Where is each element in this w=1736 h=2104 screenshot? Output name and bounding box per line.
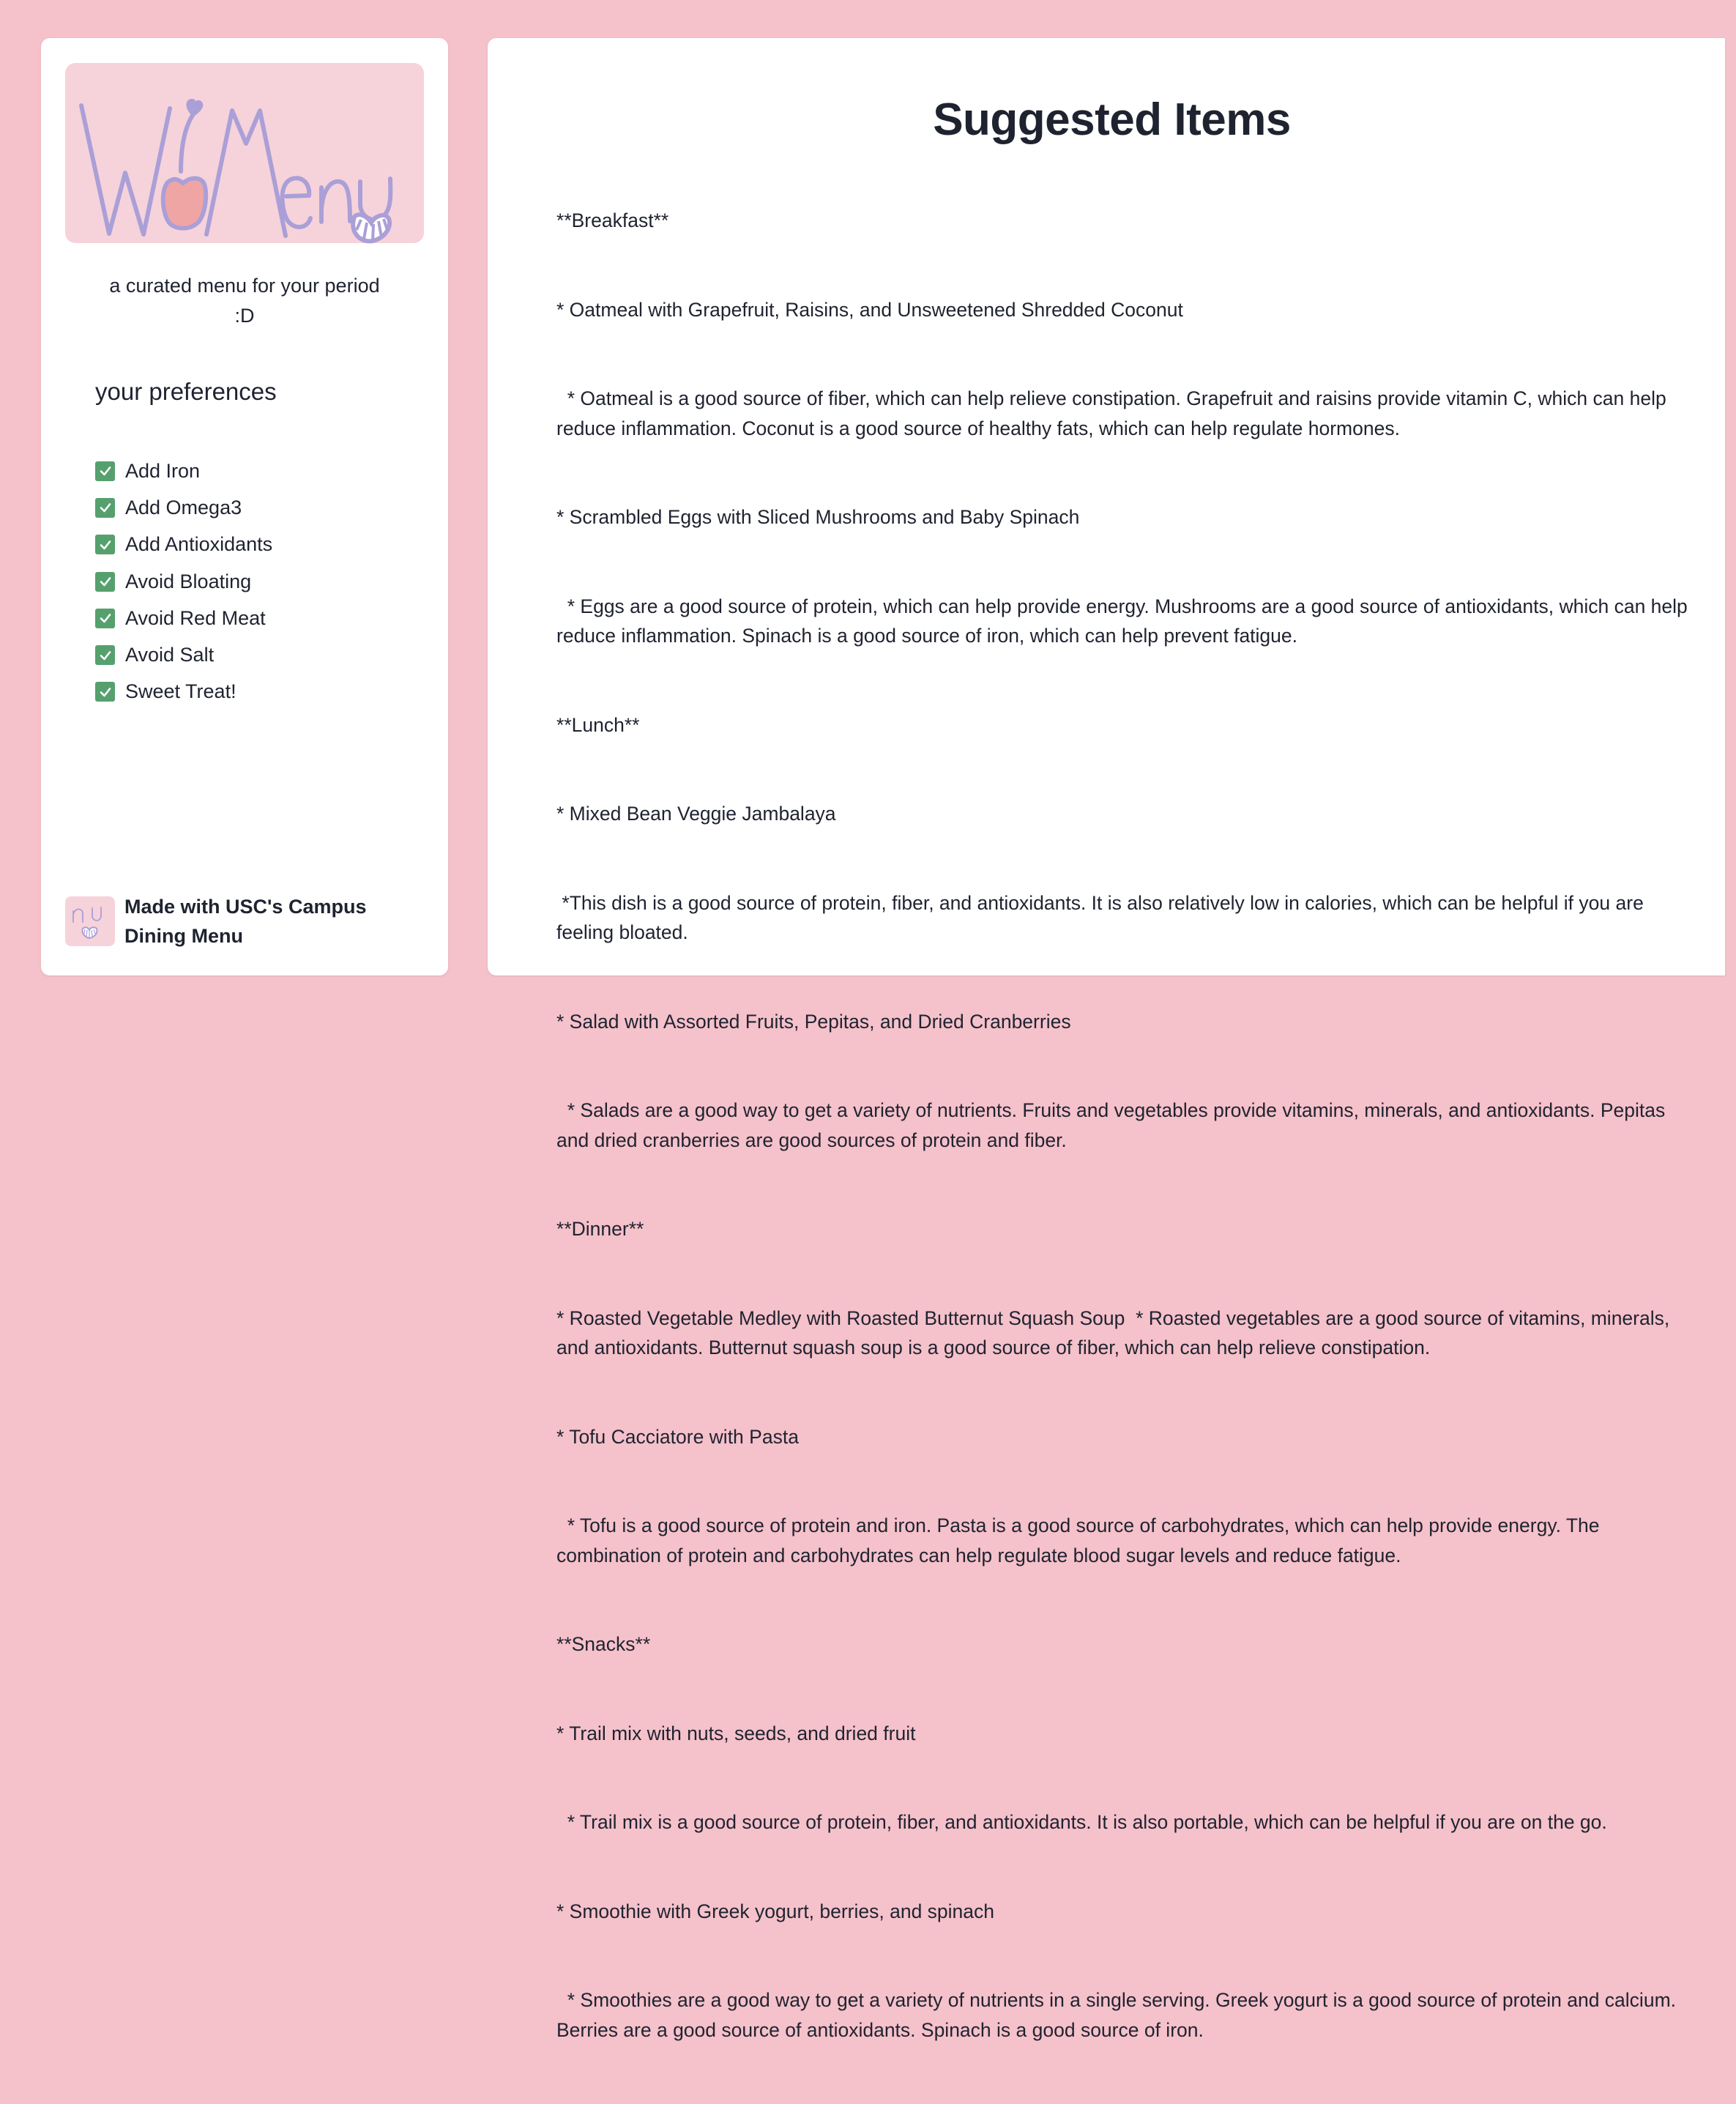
menu-item-description: * Eggs are a good source of protein, which can help provide energy. Mushrooms are a good source of antioxidants, which can help reduce inflammation. Spinach is a good source of iron, which can help prevent fatigue. (556, 595, 1694, 647)
checkbox-checked[interactable] (95, 535, 115, 554)
suggested-items-content (556, 146, 1699, 2104)
section-heading-lunch: **Lunch** (556, 713, 640, 736)
checkmark-icon (98, 538, 113, 552)
preferences-list (95, 461, 272, 719)
womenu-mini-logo-icon (65, 896, 115, 946)
section-heading-snacks: **Snacks** (556, 1633, 651, 1655)
preference-label: Sweet Treat! (125, 680, 236, 703)
menu-item: * Scrambled Eggs with Sliced Mushrooms and Baby Spinach (556, 506, 1080, 528)
menu-item: * Salad with Assorted Fruits, Pepitas, and Dried Cranberries (556, 1010, 1071, 1033)
app-tagline (41, 271, 448, 331)
checkbox-checked[interactable] (95, 572, 115, 592)
womenu-logo-icon (65, 63, 424, 243)
checkbox-checked[interactable] (95, 682, 115, 702)
suggested-items-panel (488, 38, 1725, 2041)
menu-item: * Oatmeal with Grapefruit, Raisins, and Unsweetened Shredded Coconut (556, 298, 1183, 321)
menu-item-description: * Trail mix is a good source of protein, fiber, and antioxidants. It is also portable, which can be helpful if you are on the go. (556, 1811, 1607, 1833)
footer-credit-text: Made with USC's Campus Dining Menu (124, 896, 367, 947)
preference-label: Add Omega3 (125, 496, 242, 518)
checkbox-checked[interactable] (95, 461, 115, 481)
footer-credit (65, 896, 388, 951)
preference-label: Avoid Red Meat (125, 606, 266, 629)
sidebar (41, 38, 448, 975)
tagline-line: a curated menu for your period (109, 275, 380, 297)
preference-label: Avoid Salt (125, 644, 215, 666)
menu-item: * Tofu Cacciatore with Pasta (556, 1425, 799, 1448)
preference-label: Add Iron (125, 459, 201, 482)
checkmark-icon (98, 611, 113, 625)
menu-item-description: *This dish is a good source of protein, fiber, and antioxidants. It is also relatively low in calories, which can be helpful if you are feeling bloated. (556, 891, 1650, 943)
menu-item-description: * Smoothies are a good way to get a variety of nutrients in a single serving. Greek yogurt is a good source of protein and calcium. Berries are a good source of antioxidants. Spinach is a good source of iron. (556, 1989, 1682, 2041)
page-title: Suggested Items (933, 94, 1291, 145)
menu-item-description: * Tofu is a good source of protein and iron. Pasta is a good source of carbohydrates, which can help provide energy. The combination of protein and carbohydrates can help regulate blood sugar levels and reduce fatigue. (556, 1514, 1605, 1566)
menu-item-description: * Salads are a good way to get a variety of nutrients. Fruits and vegetables provide vitamins, minerals, and antioxidants. Pepitas and dried cranberries are good sources of protein and fiber. (556, 1099, 1671, 1151)
menu-item: * Roasted Vegetable Medley with Roasted Butternut Squash Soup * Roasted vegetables are a good source of vitamins, minerals, and antioxidants. Butternut squash soup is a good source of fiber, which can help relieve constipation. (556, 1306, 1675, 1358)
preference-label: Add Antioxidants (125, 533, 273, 556)
checkbox-checked[interactable] (95, 498, 115, 518)
section-heading-dinner: **Dinner** (556, 1218, 644, 1240)
app-logo (65, 63, 424, 243)
preference-label: Avoid Bloating (125, 570, 252, 592)
preference-sweet-treat[interactable] (95, 665, 272, 719)
tagline-emoticon: :D (234, 305, 255, 327)
checkmark-icon (98, 685, 113, 699)
menu-item: * Mixed Bean Veggie Jambalaya (556, 803, 836, 825)
checkmark-icon (98, 574, 113, 589)
checkmark-icon (98, 500, 113, 515)
checkbox-checked[interactable] (95, 609, 115, 628)
menu-item: * Smoothie with Greek yogurt, berries, and spinach (556, 1900, 995, 1922)
menu-item: * Trail mix with nuts, seeds, and dried fruit (556, 1722, 916, 1744)
checkmark-icon (98, 464, 113, 478)
checkmark-icon (98, 648, 113, 663)
section-heading-breakfast: **Breakfast** (556, 209, 669, 231)
checkbox-checked[interactable] (95, 645, 115, 665)
menu-item-description: * Oatmeal is a good source of fiber, which can help relieve constipation. Grapefruit and raisins provide vitamin C, which can help reduce inflammation. Coconut is a good source of healthy fats, which can help regulate hormones. (556, 387, 1672, 439)
preferences-heading: your preferences (95, 378, 277, 405)
